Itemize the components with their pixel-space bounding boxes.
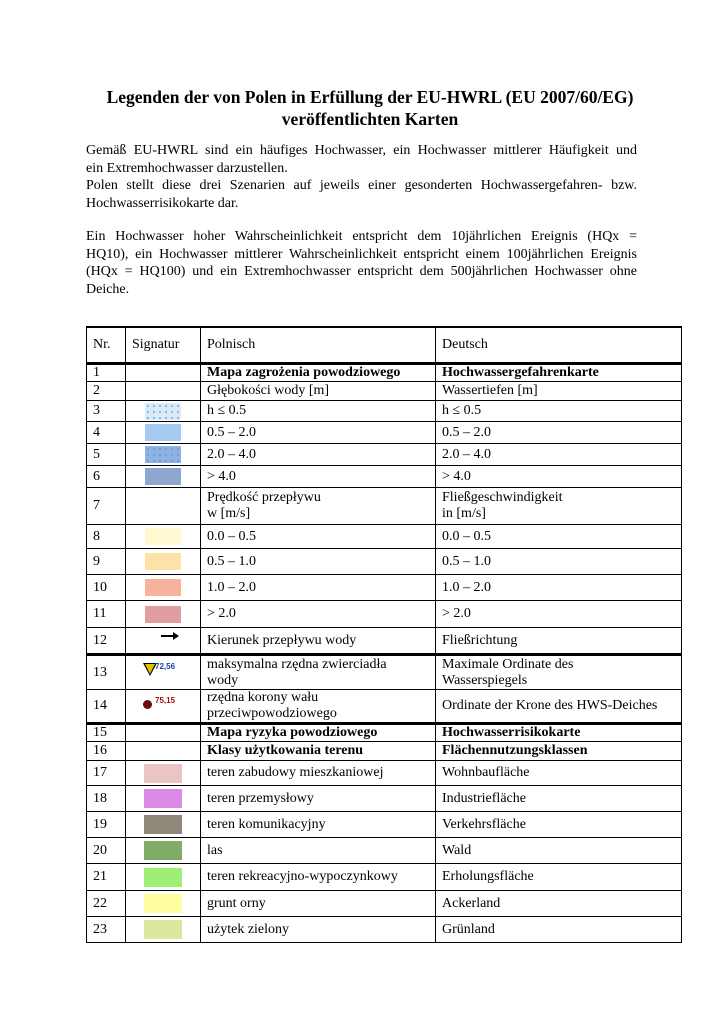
row-polish: grunt orny	[201, 891, 436, 917]
water-level-label: 72,56	[155, 662, 176, 671]
dike-crown-symbol	[133, 693, 193, 715]
row-nr: 2	[87, 382, 126, 401]
row-signatur	[126, 628, 201, 655]
row-nr: 23	[87, 917, 126, 943]
page-title-line-2: veröffentlichten Karten	[281, 109, 459, 129]
row-german: Hochwasserrisikokarte	[436, 724, 682, 742]
table-row	[87, 917, 682, 943]
row-polish: > 2.0	[201, 601, 436, 628]
row-nr: 8	[87, 525, 126, 549]
header-signatur: Signatur	[126, 327, 201, 364]
header-deutsch: Deutsch	[436, 327, 682, 364]
table-row	[87, 466, 682, 488]
row-signatur	[126, 724, 201, 742]
intro-p2-line-2: HQ10), ein Hochwasser mittlerer Wahrscheinlichkeit entspricht einem 100jährlichen Ereignis	[86, 246, 637, 262]
row-nr: 19	[87, 812, 126, 838]
row-signatur	[126, 786, 201, 812]
intro-p2-line-3: (HQx = HQ100) und ein Extremhochwasser entspricht dem 500jährlichen Hochwasser ohne	[86, 264, 637, 279]
color-swatch	[144, 764, 182, 783]
header-polnisch: Polnisch	[201, 327, 436, 364]
row-signatur	[126, 422, 201, 444]
row-signatur	[126, 812, 201, 838]
table-header-row	[87, 327, 682, 364]
table-row	[87, 444, 682, 466]
row-german: > 4.0	[436, 466, 682, 488]
row-signatur	[126, 525, 201, 549]
color-swatch	[144, 894, 182, 913]
water-level-triangle-fill	[145, 664, 155, 674]
color-swatch	[144, 815, 182, 834]
row-german: 2.0 – 4.0	[436, 444, 682, 466]
row-german: h ≤ 0.5	[436, 401, 682, 422]
color-swatch	[144, 920, 182, 939]
row-polish-line-1: maksymalna rzędna zwierciadła	[207, 656, 387, 672]
table-row	[87, 742, 682, 761]
row-polish: Kierunek przepływu wody	[201, 628, 436, 655]
row-polish: 0.5 – 1.0	[201, 549, 436, 575]
row-nr: 6	[87, 466, 126, 488]
row-signatur	[126, 488, 201, 525]
row-nr: 21	[87, 864, 126, 891]
row-nr: 3	[87, 401, 126, 422]
row-polish-line-2: w [m/s]	[207, 506, 251, 521]
row-polish: 0.5 – 2.0	[201, 422, 436, 444]
row-signatur	[126, 401, 201, 422]
row-german: Wassertiefen [m]	[436, 382, 682, 401]
row-nr: 4	[87, 422, 126, 444]
row-polish: > 4.0	[201, 466, 436, 488]
table-row	[87, 601, 682, 628]
row-polish: użytek zielony	[201, 917, 436, 943]
row-polish	[201, 690, 436, 724]
row-polish-line-2: wody	[207, 672, 239, 688]
row-german-line-1: Fließgeschwindigkeit	[442, 490, 563, 505]
row-nr: 9	[87, 549, 126, 575]
row-german: Wald	[436, 838, 682, 864]
row-nr: 11	[87, 601, 126, 628]
intro-p1-line-3: Polen stellt diese drei Szenarien auf jeweils einer gesonderten Hochwassergefahren- bzw.	[86, 178, 637, 193]
table-row	[87, 655, 682, 690]
intro-p1-line-2: ein Extremhochwasser darzustellen.	[86, 160, 288, 176]
row-polish: Mapa zagrożenia powodziowego	[201, 364, 436, 382]
row-german-line-2: Wasserspiegels	[442, 672, 528, 688]
row-german: Ordinate der Krone des HWS-Deiches	[436, 690, 682, 724]
row-signatur	[126, 917, 201, 943]
row-german-line-1: Maximale Ordinate des	[442, 656, 574, 672]
row-german: Hochwassergefahrenkarte	[436, 364, 682, 382]
row-nr: 14	[87, 690, 126, 724]
table-row	[87, 628, 682, 655]
color-swatch	[145, 468, 181, 485]
row-nr: 15	[87, 724, 126, 742]
row-german: > 2.0	[436, 601, 682, 628]
row-german: Grünland	[436, 917, 682, 943]
color-swatch	[144, 789, 182, 808]
row-nr: 22	[87, 891, 126, 917]
row-german	[436, 655, 682, 690]
table-row	[87, 575, 682, 601]
row-german: 1.0 – 2.0	[436, 575, 682, 601]
row-german: Erholungsfläche	[436, 864, 682, 891]
row-signatur	[126, 382, 201, 401]
color-swatch	[144, 868, 182, 887]
color-swatch	[145, 424, 181, 441]
table-row	[87, 488, 682, 525]
page-title-line-1: Legenden der von Polen in Erfüllung der EU-HWRL (EU 2007/60/EG)	[106, 87, 634, 107]
row-german: 0.5 – 1.0	[436, 549, 682, 575]
table-row	[87, 812, 682, 838]
table-row	[87, 549, 682, 575]
color-swatch	[145, 579, 181, 596]
row-polish: Głębokości wody [m]	[201, 382, 436, 401]
table-row	[87, 761, 682, 786]
row-polish: teren zabudowy mieszkaniowej	[201, 761, 436, 786]
intro-paragraph-2	[86, 228, 637, 298]
table-row	[87, 838, 682, 864]
row-polish: teren przemysłowy	[201, 786, 436, 812]
color-swatch	[145, 528, 181, 545]
table-row	[87, 891, 682, 917]
row-german-line-2: in [m/s]	[442, 506, 486, 521]
row-polish: h ≤ 0.5	[201, 401, 436, 422]
page-title	[60, 86, 680, 130]
row-german: Fließrichtung	[436, 628, 682, 655]
table-row	[87, 786, 682, 812]
table-row	[87, 724, 682, 742]
row-polish-line-1: rzędna korony wału	[207, 690, 319, 705]
row-polish	[201, 655, 436, 690]
table-row	[87, 690, 682, 724]
legend-table	[86, 326, 682, 943]
row-signatur	[126, 761, 201, 786]
row-nr: 12	[87, 628, 126, 655]
row-signatur	[126, 655, 201, 690]
row-signatur	[126, 838, 201, 864]
row-german: Industriefläche	[436, 786, 682, 812]
intro-p1-line-4: Hochwasserrisikokarte dar.	[86, 195, 239, 211]
row-nr: 5	[87, 444, 126, 466]
intro-p2-line-1: Ein Hochwasser hoher Wahrscheinlichkeit entspricht dem 10jährlichen Ereignis (HQx =	[86, 229, 637, 244]
row-signatur	[126, 891, 201, 917]
row-signatur	[126, 549, 201, 575]
row-signatur	[126, 364, 201, 382]
row-polish-line-2: przeciwpowodziowego	[207, 706, 337, 721]
row-polish: 2.0 – 4.0	[201, 444, 436, 466]
row-signatur	[126, 444, 201, 466]
row-polish-line-1: Prędkość przepływu	[207, 490, 321, 505]
row-signatur	[126, 690, 201, 724]
color-swatch	[145, 553, 181, 570]
row-german: Flächennutzungsklassen	[436, 742, 682, 761]
row-polish: 0.0 – 0.5	[201, 525, 436, 549]
row-german: 0.5 – 2.0	[436, 422, 682, 444]
intro-p1-line-1: Gemäß EU-HWRL sind ein häufiges Hochwasser, ein Hochwasser mittlerer Häufigkeit und	[86, 143, 637, 158]
row-nr: 1	[87, 364, 126, 382]
row-nr: 10	[87, 575, 126, 601]
row-polish: Mapa ryzyka powodziowego	[201, 724, 436, 742]
row-nr: 20	[87, 838, 126, 864]
row-nr: 7	[87, 488, 126, 525]
dike-crown-dot-icon	[143, 700, 152, 709]
row-signatur	[126, 466, 201, 488]
color-swatch	[144, 841, 182, 860]
water-level-symbol	[133, 659, 193, 681]
dike-crown-label: 75,15	[155, 695, 176, 705]
row-nr: 13	[87, 655, 126, 690]
table-row	[87, 525, 682, 549]
table-row	[87, 364, 682, 382]
row-german: Wohnbaufläche	[436, 761, 682, 786]
row-polish: Klasy użytkowania terenu	[201, 742, 436, 761]
row-german: Verkehrsfläche	[436, 812, 682, 838]
table-row	[87, 401, 682, 422]
color-swatch	[145, 403, 181, 420]
row-german	[436, 488, 682, 525]
intro-paragraph-1	[86, 142, 637, 212]
row-german: 0.0 – 0.5	[436, 525, 682, 549]
table-row	[87, 382, 682, 401]
row-polish: teren komunikacyjny	[201, 812, 436, 838]
row-polish: teren rekreacyjno-wypoczynkowy	[201, 864, 436, 891]
row-polish: las	[201, 838, 436, 864]
row-signatur	[126, 864, 201, 891]
header-nr: Nr.	[87, 327, 126, 364]
row-nr: 17	[87, 761, 126, 786]
row-polish: 1.0 – 2.0	[201, 575, 436, 601]
flow-direction-arrow-icon	[161, 631, 179, 641]
color-swatch	[145, 606, 181, 623]
row-signatur	[126, 742, 201, 761]
row-polish	[201, 488, 436, 525]
row-signatur	[126, 601, 201, 628]
color-swatch	[145, 446, 181, 463]
row-signatur	[126, 575, 201, 601]
table-row	[87, 422, 682, 444]
table-row	[87, 864, 682, 891]
row-nr: 18	[87, 786, 126, 812]
row-german: Ackerland	[436, 891, 682, 917]
intro-p2-line-4: Deiche.	[86, 281, 130, 297]
row-nr: 16	[87, 742, 126, 761]
